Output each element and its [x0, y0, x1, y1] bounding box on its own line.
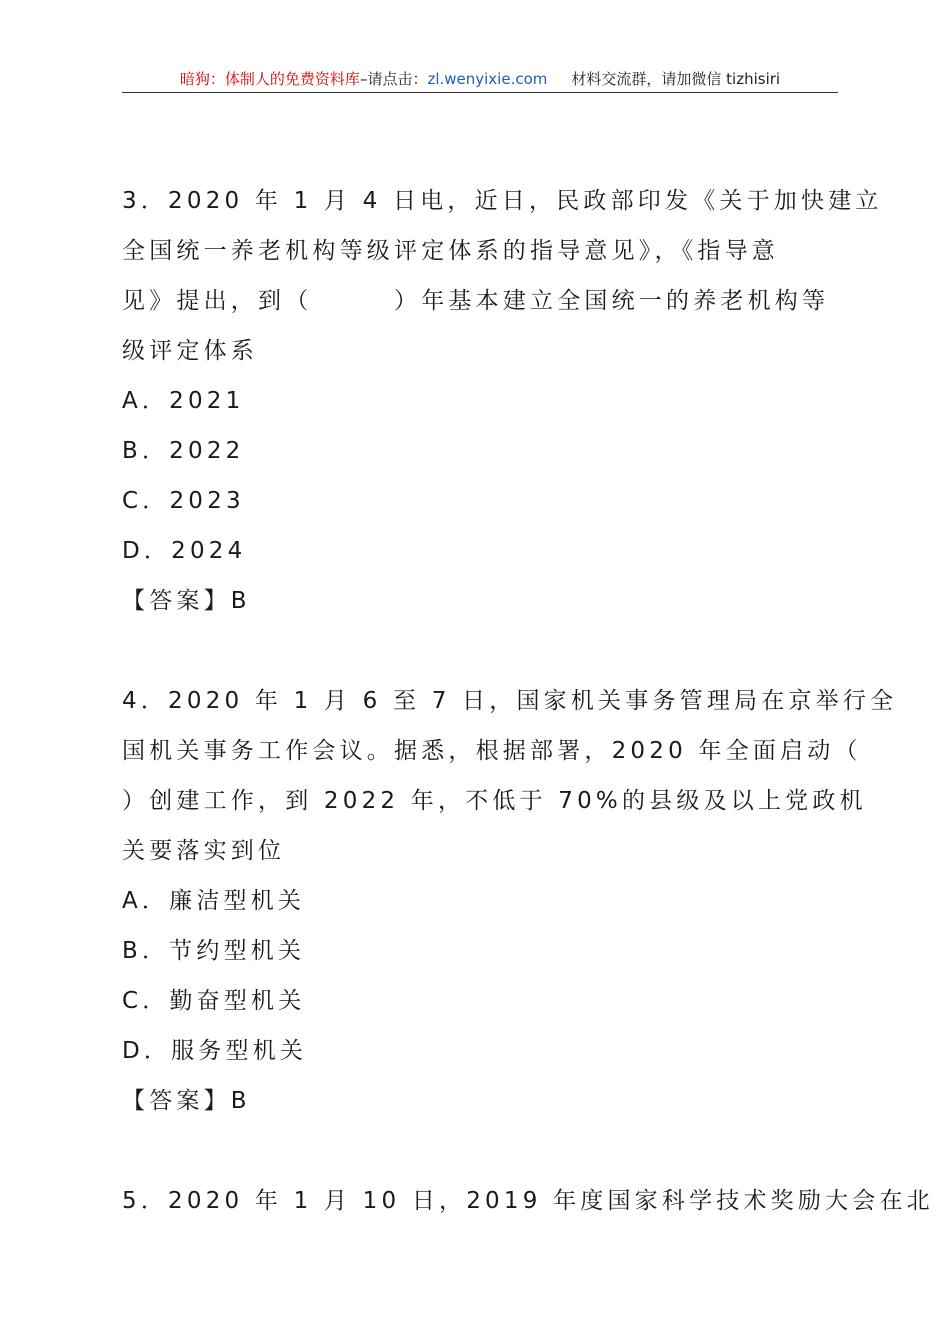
question-stem-line: 级评定体系 [122, 338, 258, 364]
option-b: B．节约型机关 [122, 938, 306, 964]
option-d: D．2024 [122, 538, 247, 564]
paragraph-gap [122, 1126, 838, 1176]
header-url-link[interactable]: zl.wenyixie.com [427, 70, 548, 88]
question-stem-line: 关要落实到位 [122, 838, 286, 864]
header-brand: 暗狗：体制人的免费资料库 [179, 70, 360, 88]
question-3 [122, 176, 883, 626]
option-d: D．服务型机关 [122, 1038, 308, 1064]
question-stem-line: 见》提出，到（ ）年基本建立全国统一的养老机构等 [122, 288, 830, 314]
answer-line: 【答案】B [122, 1088, 251, 1114]
page-header [122, 68, 838, 93]
question-stem-line: ）创建工作，到 2022 年，不低于 70%的县级及以上党政机 [122, 788, 867, 814]
option-a: A．廉洁型机关 [122, 888, 306, 914]
question-stem-line: 5．2020 年 1 月 10 日，2019 年度国家科学技术奖励大会在北 [122, 1188, 934, 1214]
document-body [122, 176, 934, 1226]
question-stem-line: 3．2020 年 1 月 4 日电，近日，民政部印发《关于加快建立 [122, 188, 883, 214]
question-4 [122, 676, 898, 1126]
option-b: B．2022 [122, 438, 245, 464]
question-stem-line: 全国统一养老机构等级评定体系的指导意见》，《指导意 [122, 238, 779, 264]
header-group-text: 材料交流群，请加微信 tizhisiri [571, 70, 781, 88]
paragraph-gap [122, 626, 838, 676]
option-a: A．2021 [122, 388, 245, 414]
header-click-prefix: –请点击： [359, 70, 428, 88]
option-c: C．勤奋型机关 [122, 988, 306, 1014]
question-stem-line: 4．2020 年 1 月 6 至 7 日，国家机关事务管理局在京举行全 [122, 688, 898, 714]
question-5 [122, 1176, 934, 1226]
option-c: C．2023 [122, 488, 245, 514]
answer-line: 【答案】B [122, 588, 251, 614]
question-stem-line: 国机关事务工作会议。据悉，根据部署，2020 年全面启动（ [122, 738, 862, 764]
